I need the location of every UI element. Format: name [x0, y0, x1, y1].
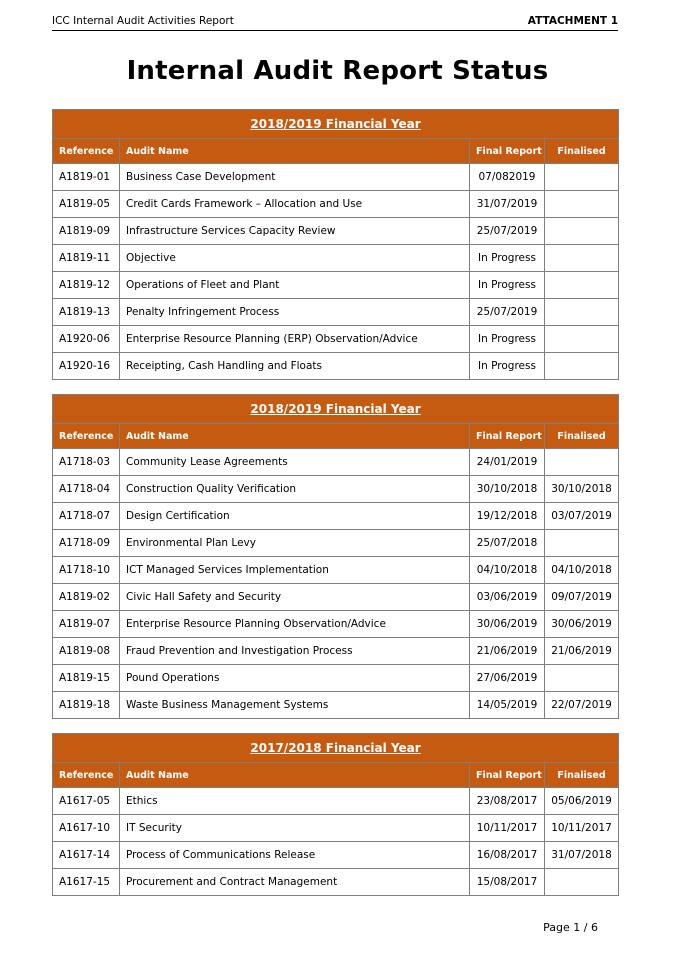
audit-name-cell: Objective [120, 245, 470, 272]
finalised-cell [545, 530, 619, 557]
finalised-cell: 04/10/2018 [545, 557, 619, 584]
audit-name-cell: Pound Operations [120, 665, 470, 692]
reference-cell: A1617-05 [53, 788, 120, 815]
table-row [53, 530, 619, 557]
page-number: Page 1 / 6 [543, 921, 598, 934]
final-report-cell: 07/082019 [470, 164, 545, 191]
table-row [53, 584, 619, 611]
table-row [53, 503, 619, 530]
finalised-header: Finalised [545, 424, 619, 449]
final-report-cell: 25/07/2018 [470, 530, 545, 557]
final-report-cell: In Progress [470, 353, 545, 380]
table-row [53, 326, 619, 353]
final-report-cell: 15/08/2017 [470, 869, 545, 896]
finalised-cell [545, 272, 619, 299]
reference-cell: A1920-16 [53, 353, 120, 380]
page-header [52, 14, 618, 31]
table-row [53, 191, 619, 218]
finalised-cell: 30/06/2019 [545, 611, 619, 638]
final-report-cell: 25/07/2019 [470, 299, 545, 326]
table-row [53, 842, 619, 869]
finalised-cell [545, 665, 619, 692]
table-row [53, 245, 619, 272]
audit-table [52, 109, 619, 380]
final-report-cell: 16/08/2017 [470, 842, 545, 869]
audit-name-cell: Process of Communications Release [120, 842, 470, 869]
audit-name-cell: Receipting, Cash Handling and Floats [120, 353, 470, 380]
page-title: Internal Audit Report Status [126, 56, 549, 86]
reference-cell: A1718-09 [53, 530, 120, 557]
finalised-cell: 03/07/2019 [545, 503, 619, 530]
attachment-label: ATTACHMENT 1 [527, 15, 618, 27]
table-row [53, 476, 619, 503]
final-report-cell: 31/07/2019 [470, 191, 545, 218]
final-report-cell: 25/07/2019 [470, 218, 545, 245]
audit-name-cell: Ethics [120, 788, 470, 815]
reference-cell: A1819-15 [53, 665, 120, 692]
final-report-cell: In Progress [470, 272, 545, 299]
financial-year-title: 2018/2019 Financial Year [53, 395, 619, 424]
reference-cell: A1718-04 [53, 476, 120, 503]
audit-name-cell: Civic Hall Safety and Security [120, 584, 470, 611]
column-header-row [53, 139, 619, 164]
audit-name-cell: Penalty Infringement Process [120, 299, 470, 326]
audit-name-header: Audit Name [120, 763, 470, 788]
finalised-header: Finalised [545, 763, 619, 788]
audit-name-cell: Infrastructure Services Capacity Review [120, 218, 470, 245]
finalised-cell: 09/07/2019 [545, 584, 619, 611]
reference-cell: A1617-14 [53, 842, 120, 869]
final-report-cell: 14/05/2019 [470, 692, 545, 719]
finalised-cell [545, 869, 619, 896]
table-row [53, 218, 619, 245]
audit-name-header: Audit Name [120, 139, 470, 164]
reference-cell: A1718-03 [53, 449, 120, 476]
financial-year-row [53, 395, 619, 424]
reference-cell: A1819-05 [53, 191, 120, 218]
audit-name-cell: Fraud Prevention and Investigation Process [120, 638, 470, 665]
table-row [53, 449, 619, 476]
audit-name-header: Audit Name [120, 424, 470, 449]
table-row [53, 164, 619, 191]
table-row [53, 788, 619, 815]
finalised-cell [545, 191, 619, 218]
reference-cell: A1819-12 [53, 272, 120, 299]
final-report-cell: 23/08/2017 [470, 788, 545, 815]
table-row [53, 557, 619, 584]
audit-name-cell: Design Certification [120, 503, 470, 530]
finalised-header: Finalised [545, 139, 619, 164]
finalised-cell: 31/07/2018 [545, 842, 619, 869]
financial-year-row [53, 734, 619, 763]
audit-table [52, 394, 619, 719]
audit-name-cell: Enterprise Resource Planning Observation/Advice [120, 611, 470, 638]
report-name: ICC Internal Audit Activities Report [52, 15, 234, 27]
final-report-cell: 30/06/2019 [470, 611, 545, 638]
audit-name-cell: Environmental Plan Levy [120, 530, 470, 557]
final-report-cell: 04/10/2018 [470, 557, 545, 584]
table-row [53, 869, 619, 896]
audit-name-cell: Operations of Fleet and Plant [120, 272, 470, 299]
reference-cell: A1819-02 [53, 584, 120, 611]
reference-cell: A1718-07 [53, 503, 120, 530]
reference-cell: A1819-09 [53, 218, 120, 245]
finalised-cell: 21/06/2019 [545, 638, 619, 665]
table-row [53, 299, 619, 326]
final-report-cell: 27/06/2019 [470, 665, 545, 692]
finalised-cell [545, 299, 619, 326]
audit-name-cell: IT Security [120, 815, 470, 842]
reference-cell: A1819-01 [53, 164, 120, 191]
finalised-cell [545, 326, 619, 353]
finalised-cell: 10/11/2017 [545, 815, 619, 842]
audit-name-cell: Community Lease Agreements [120, 449, 470, 476]
final-report-cell: 19/12/2018 [470, 503, 545, 530]
financial-year-row [53, 110, 619, 139]
reference-cell: A1819-13 [53, 299, 120, 326]
finalised-cell: 22/07/2019 [545, 692, 619, 719]
table-row [53, 638, 619, 665]
finalised-cell: 05/06/2019 [545, 788, 619, 815]
audit-name-cell: Business Case Development [120, 164, 470, 191]
final-report-cell: 30/10/2018 [470, 476, 545, 503]
finalised-cell [545, 245, 619, 272]
finalised-cell [545, 449, 619, 476]
audit-name-cell: ICT Managed Services Implementation [120, 557, 470, 584]
reference-cell: A1617-10 [53, 815, 120, 842]
table-row [53, 611, 619, 638]
table-row [53, 272, 619, 299]
final-report-header: Final Report [470, 763, 545, 788]
table-row [53, 665, 619, 692]
final-report-cell: 24/01/2019 [470, 449, 545, 476]
finalised-cell: 30/10/2018 [545, 476, 619, 503]
audit-name-cell: Credit Cards Framework – Allocation and Use [120, 191, 470, 218]
reference-header: Reference [53, 139, 120, 164]
reference-cell: A1819-07 [53, 611, 120, 638]
reference-cell: A1617-15 [53, 869, 120, 896]
reference-header: Reference [53, 763, 120, 788]
reference-cell: A1819-18 [53, 692, 120, 719]
final-report-cell: In Progress [470, 326, 545, 353]
column-header-row [53, 763, 619, 788]
reference-cell: A1819-08 [53, 638, 120, 665]
financial-year-title: 2018/2019 Financial Year [53, 110, 619, 139]
reference-header: Reference [53, 424, 120, 449]
audit-name-cell: Construction Quality Verification [120, 476, 470, 503]
final-report-cell: 21/06/2019 [470, 638, 545, 665]
financial-year-title: 2017/2018 Financial Year [53, 734, 619, 763]
finalised-cell [545, 218, 619, 245]
audit-name-cell: Waste Business Management Systems [120, 692, 470, 719]
final-report-header: Final Report [470, 139, 545, 164]
final-report-cell: 03/06/2019 [470, 584, 545, 611]
final-report-header: Final Report [470, 424, 545, 449]
finalised-cell [545, 164, 619, 191]
table-row [53, 353, 619, 380]
final-report-cell: In Progress [470, 245, 545, 272]
reference-cell: A1718-10 [53, 557, 120, 584]
table-row [53, 692, 619, 719]
audit-name-cell: Enterprise Resource Planning (ERP) Observation/Advice [120, 326, 470, 353]
reference-cell: A1819-11 [53, 245, 120, 272]
final-report-cell: 10/11/2017 [470, 815, 545, 842]
column-header-row [53, 424, 619, 449]
finalised-cell [545, 353, 619, 380]
audit-table [52, 733, 619, 896]
reference-cell: A1920-06 [53, 326, 120, 353]
audit-name-cell: Procurement and Contract Management [120, 869, 470, 896]
table-row [53, 815, 619, 842]
